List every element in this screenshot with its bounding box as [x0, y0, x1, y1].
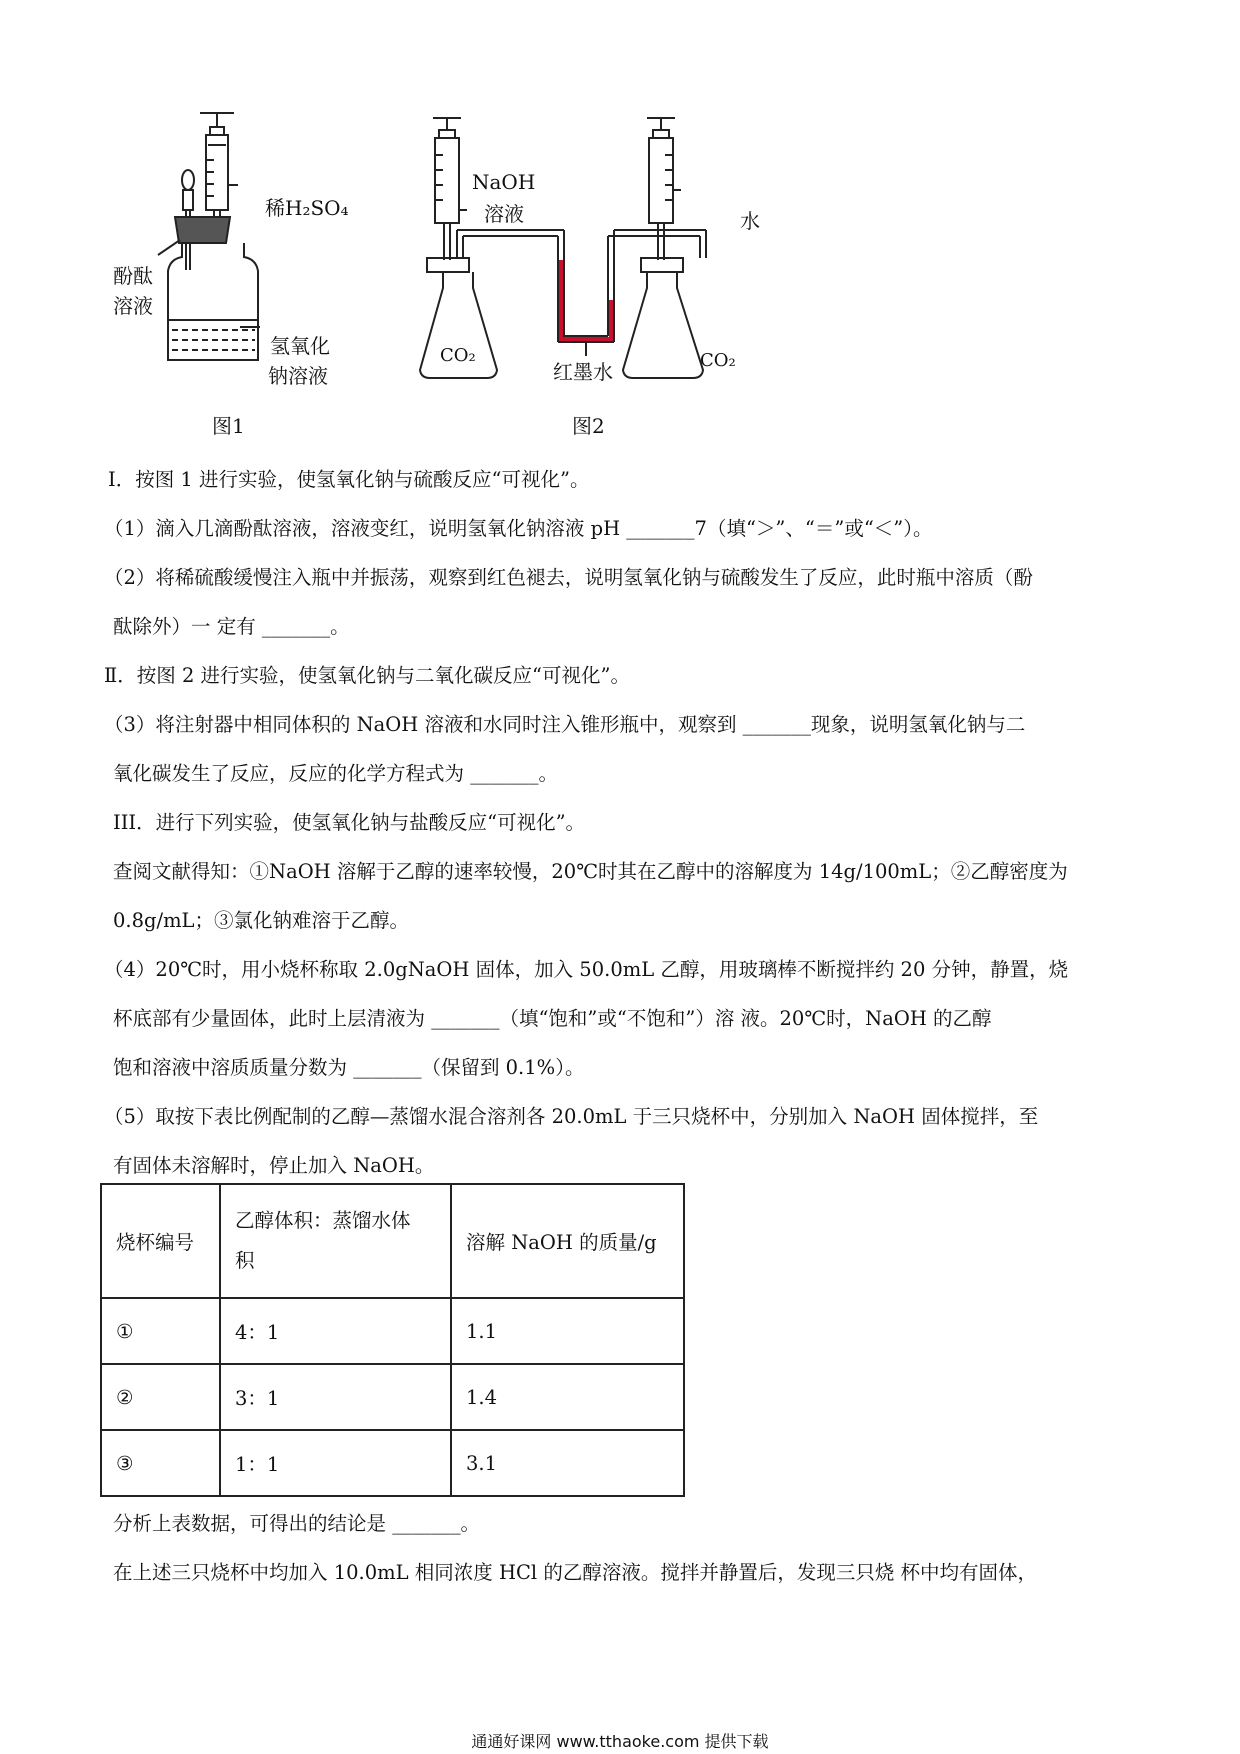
- table-header-cell: 溶解 NaOH 的质量/g: [451, 1184, 684, 1298]
- paragraph-literature-b: 0.8g/mL；③氯化钠难溶于乙醇。: [113, 909, 410, 932]
- table-cell: 1.4: [451, 1364, 684, 1430]
- paragraph-question-2b: 酞除外）一 定有 _______。: [113, 615, 350, 638]
- table-row: [101, 1364, 684, 1430]
- paragraph-literature-a: 查阅文献得知：①NaOH 溶解于乙醇的速率较慢，20℃时其在乙醇中的溶解度为 14g/100mL；②乙醇密度为: [113, 860, 1068, 883]
- table-cell: 4：1: [220, 1298, 451, 1364]
- table-cell: 3.1: [451, 1430, 684, 1496]
- figure-2-left-flask-label: CO₂: [440, 345, 476, 366]
- page-footer: 通通好课网 www.tthaoke.com 提供下载: [471, 1732, 769, 1751]
- figure-1-dropper-label-2: 溶液: [113, 294, 153, 318]
- figure-1-dropper-label-1: 酚酞: [113, 264, 153, 288]
- table-cell: 1.1: [451, 1298, 684, 1364]
- table-cell: 3：1: [220, 1364, 451, 1430]
- paragraph-conclusion: 分析上表数据，可得出的结论是 _______。: [113, 1512, 480, 1535]
- table-header-cell: [220, 1184, 451, 1298]
- table-header-line: 乙醇体积：蒸馏水体: [235, 1209, 411, 1232]
- table-cell: 1：1: [220, 1430, 451, 1496]
- paragraph-question-3b: 氧化碳发生了反应，反应的化学方程式为 _______。: [113, 762, 558, 785]
- paragraph-question-2a: （2）将稀硫酸缓慢注入瓶中并振荡，观察到红色褪去，说明氢氧化钠与硫酸发生了反应，此时瓶中溶质（酚: [104, 566, 1033, 589]
- paragraph-question-4c: 饱和溶液中溶质质量分数为 _______（保留到 0.1%）。: [113, 1056, 585, 1079]
- table-cell: ②: [101, 1364, 220, 1430]
- figure-2-left-syringe-label-2: 溶液: [484, 202, 524, 226]
- paragraph-question-5b: 有固体未溶解时，停止加入 NaOH。: [113, 1154, 435, 1177]
- paragraph-question-4a: （4）20℃时，用小烧杯称取 2.0gNaOH 固体，加入 50.0mL 乙醇，用玻璃棒不断搅拌约 20 分钟，静置，烧: [104, 958, 1069, 981]
- figure-1-caption: 图1: [212, 414, 245, 438]
- table-cell: ①: [101, 1298, 220, 1364]
- paragraph-question-5a: （5）取按下表比例配制的乙醇—蒸馏水混合溶剂各 20.0mL 于三只烧杯中，分别加入 NaOH 固体搅拌，至: [104, 1105, 1039, 1128]
- paragraph-question-3a: （3）将注射器中相同体积的 NaOH 溶液和水同时注入锥形瓶中，观察到 _______现象，说明氢氧化钠与二: [104, 713, 1026, 736]
- paragraph-section-3: III．进行下列实验，使氢氧化钠与盐酸反应“可视化”。: [113, 811, 586, 834]
- figure-2-left-syringe-label-1: NaOH: [472, 170, 536, 194]
- figure-2-utube-label: 红墨水: [553, 360, 613, 384]
- paragraph-section-1: I．按图 1 进行实验，使氢氧化钠与硫酸反应“可视化”。: [108, 468, 590, 491]
- table-row: [101, 1430, 684, 1496]
- figure-1-syringe-label: 稀H₂SO₄: [265, 196, 349, 220]
- table-cell: ③: [101, 1430, 220, 1496]
- figure-2-right-syringe-label: 水: [740, 209, 760, 233]
- paragraph-question-1: （1）滴入几滴酚酞溶液，溶液变红，说明氢氧化钠溶液 pH _______7（填“＞”、“＝”或“＜”）。: [104, 517, 933, 540]
- table-header-row: [101, 1184, 684, 1298]
- paragraph-question-4b: 杯底部有少量固体，此时上层清液为 _______（填“饱和”或“不饱和”）溶 液。20℃时，NaOH 的乙醇: [113, 1007, 992, 1030]
- table-header-cell: 烧杯编号: [101, 1184, 220, 1298]
- paragraph-hcl-experiment: 在上述三只烧杯中均加入 10.0mL 相同浓度 HCl 的乙醇溶液。搅拌并静置后，发现三只烧 杯中均有固体，: [113, 1561, 1038, 1584]
- figure-1-bottle-label-2: 钠溶液: [268, 364, 328, 388]
- paragraph-section-2: Ⅱ．按图 2 进行实验，使氢氧化钠与二氧化碳反应“可视化”。: [104, 664, 630, 687]
- figure-2-right-flask-label: CO₂: [700, 350, 736, 371]
- figure-2-caption: 图2: [572, 414, 605, 438]
- table-row: [101, 1298, 684, 1364]
- table-header-line: 积: [235, 1249, 255, 1272]
- solubility-table: [100, 1183, 685, 1497]
- red-ink: [559, 260, 613, 341]
- figure-1-bottle-label-1: 氢氧化: [270, 334, 330, 358]
